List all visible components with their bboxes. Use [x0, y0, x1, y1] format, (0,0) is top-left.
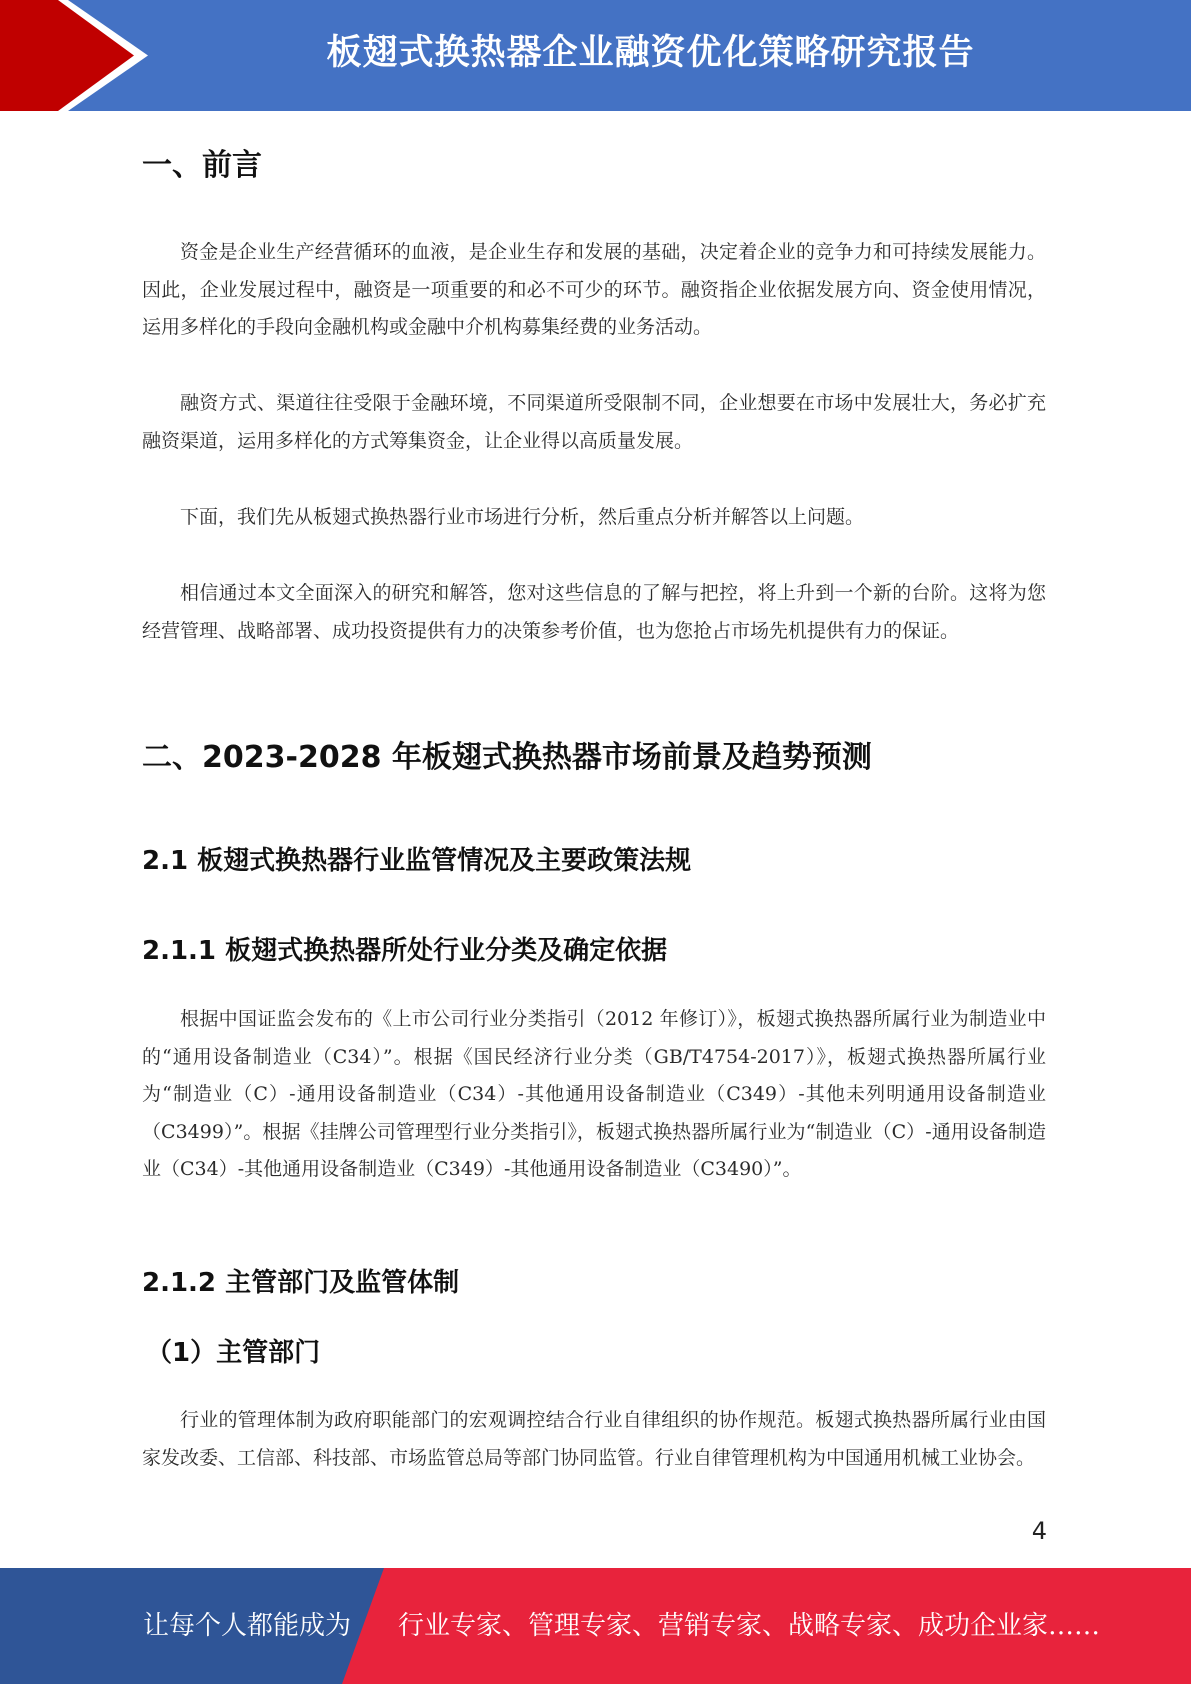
header-chevron-icon	[0, 0, 160, 111]
footer-slogan-right: 行业专家、管理专家、营销专家、战略专家、成功企业家……	[398, 1611, 1101, 1641]
heading-2-1: 2.1 板翅式换热器行业监管情况及主要政策法规	[142, 846, 692, 876]
header-bar	[0, 0, 1191, 111]
report-title: 板翅式换热器企业融资优化策略研究报告	[326, 33, 975, 73]
heading-department: （1）主管部门	[146, 1338, 321, 1368]
footer-banner	[0, 1568, 1191, 1684]
page-number: 4	[1031, 1517, 1047, 1545]
paragraph-6: 行业的管理体制为政府职能部门的宏观调控结合行业自律组织的协作规范。板翅式换热器所属行业由国家发改委、工信部、科技部、市场监管总局等部门协同监管。行业自律管理机构为中国通用机械工业协会。	[142, 1409, 1046, 1469]
footer-slogan-left: 让每个人都能成为	[143, 1611, 352, 1641]
paragraph-4: 相信通过本文全面深入的研究和解答，您对这些信息的了解与把控，将上升到一个新的台阶。这将为您经营管理、战略部署、成功投资提供有力的决策参考价值，也为您抢占市场先机提供有力的保证。	[142, 582, 1046, 642]
heading-2-1-2: 2.1.2 主管部门及监管体制	[142, 1268, 460, 1298]
heading-forecast: 二、2023-2028 年板翅式换热器市场前景及趋势预测	[142, 740, 872, 775]
paragraph-5: 根据中国证监会发布的《上市公司行业分类指引（2012 年修订）》，板翅式换热器所属行业为制造业中的“通用设备制造业（C34）”。根据《国民经济行业分类（GB/T4754-2017）》，板翅式换热器所属行业为“制造业（C）-通用设备制造业（C34）-其他通用设备制造业（C349）-其他未列明通用设备制造业（C3499）”。根据《挂牌公司管理型行业分类指引》，板翅式换热器所属行业为“制造业（C）-通用设备制造业（C34）-其他通用设备制造业（C349）-其他通用设备制造业（C3490）”。	[142, 1008, 1046, 1180]
heading-2-1-1: 2.1.1 板翅式换热器所处行业分类及确定依据	[142, 936, 668, 966]
paragraph-2: 融资方式、渠道往往受限于金融环境，不同渠道所受限制不同，企业想要在市场中发展壮大，务必扩充融资渠道，运用多样化的方式筹集资金，让企业得以高质量发展。	[142, 392, 1046, 452]
paragraph-1: 资金是企业生产经营循环的血液，是企业生存和发展的基础，决定着企业的竞争力和可持续发展能力。因此，企业发展过程中，融资是一项重要的和必不可少的环节。融资指企业依据发展方向、资金使用情况，运用多样化的手段向金融机构或金融中介机构募集经费的业务活动。	[142, 241, 1046, 338]
heading-preface: 一、前言	[142, 148, 262, 183]
paragraph-3: 下面，我们先从板翅式换热器行业市场进行分析，然后重点分析并解答以上问题。	[180, 506, 865, 528]
